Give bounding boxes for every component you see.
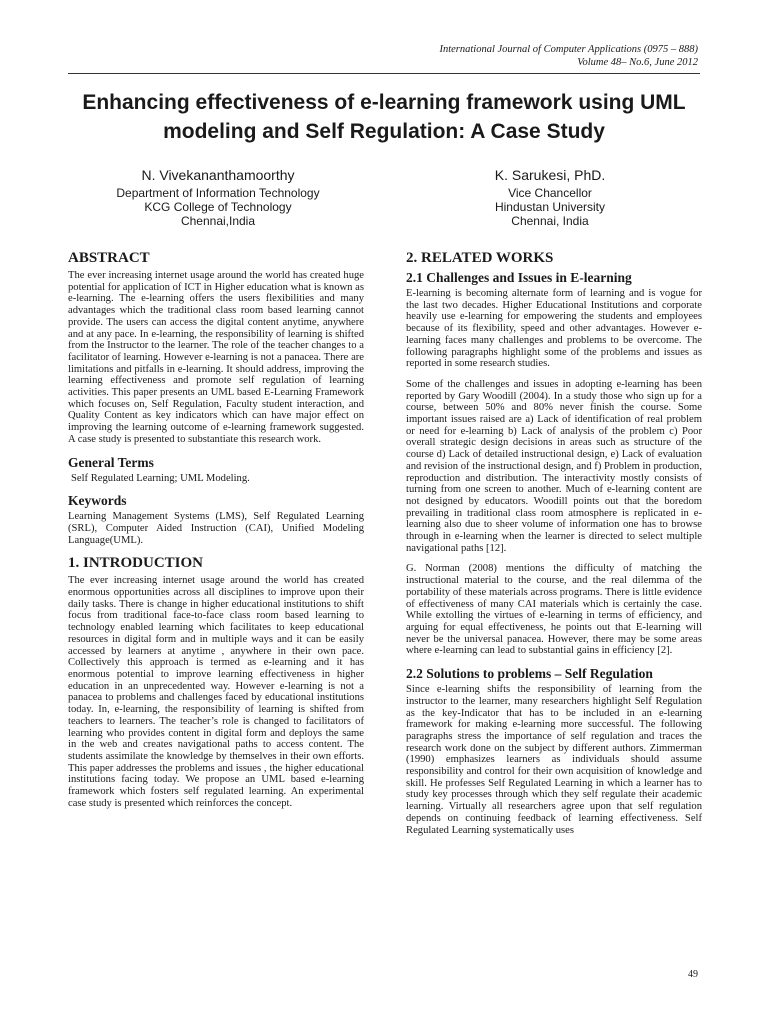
right-column (406, 250, 702, 836)
author-name: N. Vivekananthamoorthy (141, 167, 295, 183)
abstract-text: The ever increasing internet usage around the world has created huge potential for application of ICT in Higher education what is known as e-learning. The e-learning offers the users flexibilities and many advantages which the traditional class room based learning cannot provide. The users can access the digital content anytime, anywhere and at any pace. In e-learning, the responsibility of learning is shifted from the Instructor to the learner. The role of the teacher changes to a facilitator of learning. However e-learning is not a panacea. There are limitations and pitfalls in e-learning. It should address, improving the learning effectiveness and promote self regulation of learning activities. This paper presents an UML based E-Learning Framework which focuses on, Self Regulation, Faculty student interaction, and Quality Content as key indicators which can have major effect on improving the learning outcome of e-learning framework suggested. A case study is presented to substantiate this research work. (68, 270, 364, 445)
author-affiliation: Department of Information Technology (116, 186, 320, 200)
author-block-1 (68, 166, 368, 228)
author-affiliation: Chennai,India (180, 214, 256, 228)
introduction-text: The ever increasing internet usage around the world has created enormous opportunities across all disciplines to improve upon their daily tasks. There is change in higher educational institutions to shift focus from traditional face-to-face class room based learning to technology enabled learning which facilitates to keep educational resources in digital form and in multiple ways and it can be easily accessed by learners at anytime , anywhere in their own pace. Collectively this approach is termed as e-learning and it has enormous potential to improve learning effectiveness in higher education in an unprecedented way. However e-learning is not a panacea to problems and challenges faced by educational institutions today. In, e-learning, the responsibility of learning is shifted from teachers to learners. The teacher’s role is changed to facilitators of learning who provides content in digital form and deploys the same in the web and creates navigational paths to access content. The students assimilate the knowledge by themselves in their own efforts. This paper addresses the problems and issues , the higher educational institutions facing today. We propose an UML based e-learning framework which fosters self regulated learning. An experimental case study is presented which reinforces the concept. (68, 575, 364, 809)
general-terms-text: Self Regulated Learning; UML Modeling. (71, 472, 250, 484)
page-number: 49 (688, 969, 698, 980)
journal-name: International Journal of Computer Applications (0975 – 888) (439, 44, 698, 55)
author-block-2 (400, 166, 700, 228)
section-2-1-paragraph-2: Some of the challenges and issues in adopting e-learning has been reported by Gary Woodill (2004). In a study those who sign up for a course, between 50% and 80% never finish the course. Some important issues raised are a) Lack of identification of real problem or need for e-learning b) Lack of analysis of the problem c) Poor overall strategic design decisions in areas such as structure of the course d) Lack of detailed instructional design, e) Lack of evaluation and revision of the instructional design, and f) Problem in production, reproduction and distribution. The interactivity mostly consists of turning from one screen to another. Much of e-learning content are not designed by educators. Woodill points out that the boredom prevailing in traditional class room atmosphere is replicated in e-learning also due to sheer volume of information one has to browse through in e-learning when the learner is directed to select multiple navigational paths [12]. (406, 378, 702, 554)
keywords-heading: Keywords (68, 493, 127, 509)
section-2-1-paragraph-1: E-learning is becoming alternate form of learning and is vogue for the last two decades. Higher Educational Institutions and corporate heavily use e-learning for empowering the students and employees because of its flexibility, speed and other advantages. However e-learning faces many challenges and problems to be overcome. The following paragraphs highlight some of the problems and issues as reported in some research studies. (406, 288, 702, 370)
journal-volume: Volume 48– No.6, June 2012 (577, 57, 698, 68)
abstract-heading: ABSTRACT (68, 250, 150, 266)
journal-header (439, 43, 698, 69)
section-2-1-heading: 2.1 Challenges and Issues in E-learning (406, 270, 632, 285)
related-works-heading: 2. RELATED WORKS (406, 250, 554, 266)
general-terms-heading: General Terms (68, 454, 154, 470)
author-affiliation: KCG College of Technology (144, 200, 292, 214)
author-affiliation: Chennai, India (511, 214, 589, 228)
section-2-1-paragraph-3: G. Norman (2008) mentions the difficulty of matching the instructional material to the course, and the real dilemma of the portability of these materials across programs. There is little evidence of effectiveness of many CAI materials which is certainly the case. While extolling the virtues of e-learning in terms of efficiency, and arguing for equal effectiveness, he points out that E-learning will never be the universal panacea. However, there may be some areas where e-learning can lead to substantial gains in efficiency [2]. (406, 563, 702, 657)
header-rule (68, 73, 700, 74)
introduction-heading: 1. INTRODUCTION (68, 555, 204, 572)
author-affiliation: Hindustan University (494, 200, 606, 214)
keywords-text: Learning Management Systems (LMS), Self Regulated Learning (SRL), Computer Aided Instruction (CAI), Unified Modeling Language(UML). (68, 511, 364, 546)
author-affiliation: Vice Chancellor (508, 186, 592, 200)
section-2-2-heading: 2.2 Solutions to problems – Self Regulation (406, 666, 653, 682)
author-name: K. Sarukesi, PhD. (494, 167, 606, 183)
left-column (68, 250, 364, 809)
section-2-2-paragraph-1: Since e-learning shifts the responsibility of learning from the instructor to the learner, many researchers highlight Self Regulation as the key-Indicator that has to be included in an e-learning framework for making e-learning more successful. The following paragraphs stress the importance of self regulation and traces the research work done on the subject by different authors. Zimmerman (1990) emphasizes learners as individuals should assume responsibility and control for their own acquisition of knowledge and skill. He professes Self Regulated Learning in which a learner has to study key processes through which they self regulate their academic learning. Virtually all researchers agree upon that self regulation depends on continuing feedback of learning effectiveness. Self Regulated Learning systematically uses (406, 684, 702, 836)
paper-title: Enhancing effectiveness of e-learning framework using UML modeling and Self Regulation: A Case Study (82, 91, 686, 143)
